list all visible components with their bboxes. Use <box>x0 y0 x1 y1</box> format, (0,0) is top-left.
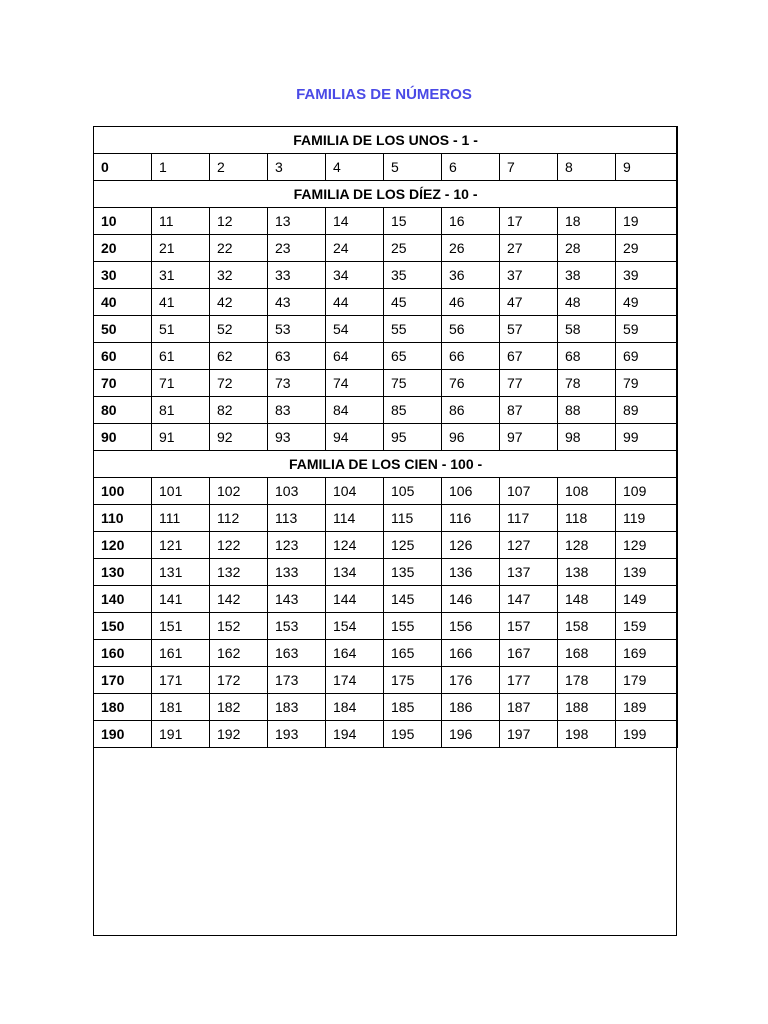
number-families-table <box>93 126 678 748</box>
row-start-cell: 130 <box>94 559 152 586</box>
row-start-cell: 40 <box>94 289 152 316</box>
number-cell: 129 <box>616 532 678 559</box>
number-cell: 6 <box>442 154 500 181</box>
number-cell: 153 <box>268 613 326 640</box>
number-cell: 37 <box>500 262 558 289</box>
table-row <box>94 721 678 748</box>
number-cell: 174 <box>326 667 384 694</box>
number-cell: 133 <box>268 559 326 586</box>
number-cell: 198 <box>558 721 616 748</box>
number-cell: 8 <box>558 154 616 181</box>
number-cell: 96 <box>442 424 500 451</box>
number-cell: 181 <box>152 694 210 721</box>
number-cell: 156 <box>442 613 500 640</box>
number-cell: 163 <box>268 640 326 667</box>
number-cell: 35 <box>384 262 442 289</box>
number-cell: 16 <box>442 208 500 235</box>
row-start-cell: 80 <box>94 397 152 424</box>
number-cell: 132 <box>210 559 268 586</box>
number-cell: 32 <box>210 262 268 289</box>
number-cell: 97 <box>500 424 558 451</box>
number-cell: 53 <box>268 316 326 343</box>
number-cell: 116 <box>442 505 500 532</box>
number-cell: 11 <box>152 208 210 235</box>
number-cell: 31 <box>152 262 210 289</box>
number-cell: 194 <box>326 721 384 748</box>
row-start-cell: 90 <box>94 424 152 451</box>
number-cell: 72 <box>210 370 268 397</box>
number-cell: 25 <box>384 235 442 262</box>
row-start-cell: 170 <box>94 667 152 694</box>
number-cell: 85 <box>384 397 442 424</box>
number-cell: 178 <box>558 667 616 694</box>
number-cell: 4 <box>326 154 384 181</box>
number-cell: 3 <box>268 154 326 181</box>
number-cell: 68 <box>558 343 616 370</box>
number-cell: 172 <box>210 667 268 694</box>
number-cell: 187 <box>500 694 558 721</box>
number-cell: 154 <box>326 613 384 640</box>
number-cell: 41 <box>152 289 210 316</box>
number-cell: 118 <box>558 505 616 532</box>
number-cell: 98 <box>558 424 616 451</box>
number-cell: 81 <box>152 397 210 424</box>
section-heading: FAMILIA DE LOS DÍEZ - 10 - <box>94 181 678 208</box>
number-cell: 145 <box>384 586 442 613</box>
number-cell: 111 <box>152 505 210 532</box>
number-cell: 135 <box>384 559 442 586</box>
row-start-cell: 160 <box>94 640 152 667</box>
number-cell: 23 <box>268 235 326 262</box>
table-row <box>94 289 678 316</box>
row-start-cell: 70 <box>94 370 152 397</box>
number-cell: 76 <box>442 370 500 397</box>
number-cell: 26 <box>442 235 500 262</box>
section-heading: FAMILIA DE LOS CIEN - 100 - <box>94 451 678 478</box>
number-cell: 71 <box>152 370 210 397</box>
number-cell: 179 <box>616 667 678 694</box>
number-cell: 199 <box>616 721 678 748</box>
number-cell: 186 <box>442 694 500 721</box>
number-cell: 38 <box>558 262 616 289</box>
number-cell: 195 <box>384 721 442 748</box>
number-cell: 24 <box>326 235 384 262</box>
number-cell: 191 <box>152 721 210 748</box>
table-body <box>94 127 678 748</box>
number-cell: 137 <box>500 559 558 586</box>
number-cell: 167 <box>500 640 558 667</box>
number-cell: 152 <box>210 613 268 640</box>
number-cell: 184 <box>326 694 384 721</box>
number-cell: 185 <box>384 694 442 721</box>
number-cell: 112 <box>210 505 268 532</box>
row-start-cell: 20 <box>94 235 152 262</box>
number-cell: 12 <box>210 208 268 235</box>
table-row <box>94 316 678 343</box>
number-cell: 196 <box>442 721 500 748</box>
number-cell: 82 <box>210 397 268 424</box>
number-cell: 1 <box>152 154 210 181</box>
number-cell: 183 <box>268 694 326 721</box>
number-cell: 114 <box>326 505 384 532</box>
number-cell: 86 <box>442 397 500 424</box>
section-header-row <box>94 181 678 208</box>
number-cell: 63 <box>268 343 326 370</box>
section-header-row <box>94 127 678 154</box>
number-cell: 48 <box>558 289 616 316</box>
number-cell: 107 <box>500 478 558 505</box>
number-cell: 139 <box>616 559 678 586</box>
number-cell: 134 <box>326 559 384 586</box>
table-row <box>94 478 678 505</box>
number-cell: 91 <box>152 424 210 451</box>
number-cell: 164 <box>326 640 384 667</box>
number-cell: 161 <box>152 640 210 667</box>
number-cell: 155 <box>384 613 442 640</box>
number-cell: 17 <box>500 208 558 235</box>
number-cell: 87 <box>500 397 558 424</box>
number-cell: 126 <box>442 532 500 559</box>
table-row <box>94 613 678 640</box>
number-cell: 67 <box>500 343 558 370</box>
number-cell: 45 <box>384 289 442 316</box>
row-start-cell: 180 <box>94 694 152 721</box>
number-cell: 56 <box>442 316 500 343</box>
number-cell: 115 <box>384 505 442 532</box>
number-cell: 52 <box>210 316 268 343</box>
number-cell: 106 <box>442 478 500 505</box>
number-cell: 64 <box>326 343 384 370</box>
number-cell: 128 <box>558 532 616 559</box>
number-cell: 102 <box>210 478 268 505</box>
number-cell: 14 <box>326 208 384 235</box>
number-cell: 168 <box>558 640 616 667</box>
number-cell: 62 <box>210 343 268 370</box>
number-cell: 19 <box>616 208 678 235</box>
row-start-cell: 140 <box>94 586 152 613</box>
table-row <box>94 370 678 397</box>
row-start-cell: 50 <box>94 316 152 343</box>
table-row <box>94 397 678 424</box>
table-row <box>94 208 678 235</box>
number-cell: 192 <box>210 721 268 748</box>
number-cell: 125 <box>384 532 442 559</box>
number-cell: 169 <box>616 640 678 667</box>
section-header-row <box>94 451 678 478</box>
row-start-cell: 60 <box>94 343 152 370</box>
table-row <box>94 424 678 451</box>
number-cell: 189 <box>616 694 678 721</box>
number-cell: 59 <box>616 316 678 343</box>
number-cell: 165 <box>384 640 442 667</box>
number-cell: 105 <box>384 478 442 505</box>
number-cell: 113 <box>268 505 326 532</box>
number-cell: 94 <box>326 424 384 451</box>
number-cell: 36 <box>442 262 500 289</box>
table-row <box>94 640 678 667</box>
number-cell: 136 <box>442 559 500 586</box>
number-cell: 143 <box>268 586 326 613</box>
number-cell: 95 <box>384 424 442 451</box>
number-cell: 92 <box>210 424 268 451</box>
section-heading: FAMILIA DE LOS UNOS - 1 - <box>94 127 678 154</box>
number-cell: 176 <box>442 667 500 694</box>
number-cell: 29 <box>616 235 678 262</box>
number-cell: 42 <box>210 289 268 316</box>
number-cell: 121 <box>152 532 210 559</box>
number-cell: 124 <box>326 532 384 559</box>
number-cell: 9 <box>616 154 678 181</box>
number-cell: 28 <box>558 235 616 262</box>
table-row <box>94 532 678 559</box>
number-cell: 99 <box>616 424 678 451</box>
number-cell: 51 <box>152 316 210 343</box>
number-cell: 74 <box>326 370 384 397</box>
number-cell: 27 <box>500 235 558 262</box>
table-row <box>94 694 678 721</box>
number-cell: 127 <box>500 532 558 559</box>
number-cell: 166 <box>442 640 500 667</box>
number-cell: 93 <box>268 424 326 451</box>
number-cell: 65 <box>384 343 442 370</box>
number-cell: 104 <box>326 478 384 505</box>
number-cell: 171 <box>152 667 210 694</box>
number-cell: 58 <box>558 316 616 343</box>
number-cell: 2 <box>210 154 268 181</box>
number-cell: 13 <box>268 208 326 235</box>
number-cell: 22 <box>210 235 268 262</box>
number-cell: 33 <box>268 262 326 289</box>
number-cell: 158 <box>558 613 616 640</box>
table-row <box>94 235 678 262</box>
table-row <box>94 667 678 694</box>
number-cell: 147 <box>500 586 558 613</box>
number-cell: 47 <box>500 289 558 316</box>
number-cell: 117 <box>500 505 558 532</box>
number-cell: 66 <box>442 343 500 370</box>
number-cell: 173 <box>268 667 326 694</box>
number-cell: 79 <box>616 370 678 397</box>
number-cell: 5 <box>384 154 442 181</box>
number-cell: 146 <box>442 586 500 613</box>
number-cell: 157 <box>500 613 558 640</box>
number-cell: 69 <box>616 343 678 370</box>
number-cell: 144 <box>326 586 384 613</box>
number-cell: 39 <box>616 262 678 289</box>
number-cell: 54 <box>326 316 384 343</box>
number-cell: 159 <box>616 613 678 640</box>
page-title: FAMILIAS DE NÚMEROS <box>296 86 472 103</box>
table-row <box>94 586 678 613</box>
number-cell: 89 <box>616 397 678 424</box>
number-cell: 84 <box>326 397 384 424</box>
number-cell: 141 <box>152 586 210 613</box>
number-cell: 142 <box>210 586 268 613</box>
number-cell: 182 <box>210 694 268 721</box>
number-cell: 88 <box>558 397 616 424</box>
number-cell: 138 <box>558 559 616 586</box>
number-cell: 34 <box>326 262 384 289</box>
number-cell: 78 <box>558 370 616 397</box>
number-cell: 15 <box>384 208 442 235</box>
number-cell: 43 <box>268 289 326 316</box>
number-cell: 131 <box>152 559 210 586</box>
number-cell: 49 <box>616 289 678 316</box>
number-cell: 193 <box>268 721 326 748</box>
row-start-cell: 120 <box>94 532 152 559</box>
table-row <box>94 262 678 289</box>
number-cell: 103 <box>268 478 326 505</box>
number-cell: 21 <box>152 235 210 262</box>
row-start-cell: 110 <box>94 505 152 532</box>
number-cell: 44 <box>326 289 384 316</box>
number-cell: 109 <box>616 478 678 505</box>
number-cell: 75 <box>384 370 442 397</box>
table-row <box>94 559 678 586</box>
number-cell: 77 <box>500 370 558 397</box>
row-start-cell: 150 <box>94 613 152 640</box>
number-cell: 101 <box>152 478 210 505</box>
number-cell: 83 <box>268 397 326 424</box>
table-row <box>94 505 678 532</box>
number-cell: 151 <box>152 613 210 640</box>
number-cell: 149 <box>616 586 678 613</box>
number-cell: 7 <box>500 154 558 181</box>
number-cell: 46 <box>442 289 500 316</box>
number-cell: 162 <box>210 640 268 667</box>
number-cell: 175 <box>384 667 442 694</box>
number-cell: 18 <box>558 208 616 235</box>
table-row <box>94 154 678 181</box>
row-start-cell: 100 <box>94 478 152 505</box>
number-cell: 57 <box>500 316 558 343</box>
row-start-cell: 0 <box>94 154 152 181</box>
number-cell: 148 <box>558 586 616 613</box>
number-cell: 122 <box>210 532 268 559</box>
row-start-cell: 10 <box>94 208 152 235</box>
row-start-cell: 190 <box>94 721 152 748</box>
number-cell: 123 <box>268 532 326 559</box>
number-cell: 177 <box>500 667 558 694</box>
row-start-cell: 30 <box>94 262 152 289</box>
number-cell: 119 <box>616 505 678 532</box>
number-cell: 108 <box>558 478 616 505</box>
table-row <box>94 343 678 370</box>
number-cell: 197 <box>500 721 558 748</box>
number-cell: 188 <box>558 694 616 721</box>
number-cell: 73 <box>268 370 326 397</box>
number-cell: 55 <box>384 316 442 343</box>
number-cell: 61 <box>152 343 210 370</box>
